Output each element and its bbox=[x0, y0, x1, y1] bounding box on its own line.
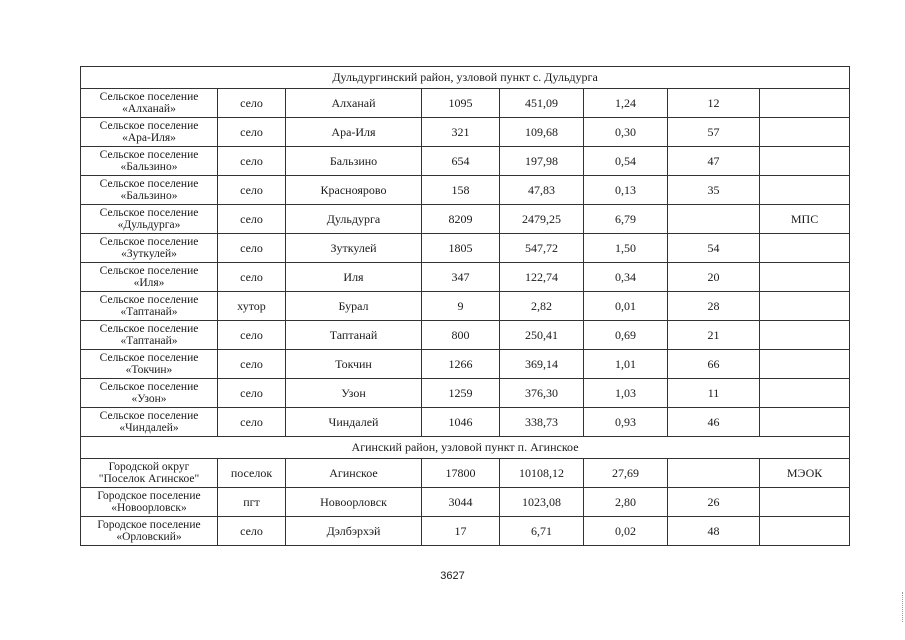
settlement-type-cell: село bbox=[218, 234, 286, 263]
share-cell: 0,02 bbox=[584, 517, 668, 546]
value-cell: 250,41 bbox=[500, 321, 584, 350]
category-cell bbox=[760, 234, 850, 263]
municipality-line: «Узон» bbox=[131, 393, 167, 405]
municipality-cell bbox=[81, 263, 218, 292]
section-title: Дульдургинский район, узловой пункт с. Дульдурга bbox=[81, 67, 850, 89]
municipality-line: Сельское поселение bbox=[99, 351, 199, 364]
settlements-table bbox=[80, 66, 850, 546]
municipality-line: «Таптанай» bbox=[120, 306, 178, 318]
population-cell: 17800 bbox=[422, 459, 500, 488]
value-cell: 122,74 bbox=[500, 263, 584, 292]
category-cell bbox=[760, 89, 850, 118]
table-row bbox=[81, 263, 850, 292]
category-cell bbox=[760, 350, 850, 379]
distance-cell: 21 bbox=[668, 321, 760, 350]
category-cell bbox=[760, 408, 850, 437]
settlement-type-cell: хутор bbox=[218, 292, 286, 321]
municipality-line: «Новоорловск» bbox=[111, 502, 187, 514]
settlement-type-cell: село bbox=[218, 176, 286, 205]
municipality-cell bbox=[81, 147, 218, 176]
share-cell: 1,03 bbox=[584, 379, 668, 408]
municipality-line: Городской округ bbox=[108, 460, 190, 473]
municipality-line: Сельское поселение bbox=[99, 148, 199, 161]
municipality-cell bbox=[81, 350, 218, 379]
value-cell: 10108,12 bbox=[500, 459, 584, 488]
settlement-type-cell: пгт bbox=[218, 488, 286, 517]
municipality-line: «Алханай» bbox=[122, 103, 176, 115]
population-cell: 800 bbox=[422, 321, 500, 350]
page-number: 3627 bbox=[440, 570, 465, 582]
settlement-type-cell: село bbox=[218, 89, 286, 118]
population-cell: 9 bbox=[422, 292, 500, 321]
value-cell: 376,30 bbox=[500, 379, 584, 408]
settlement-type-cell: село bbox=[218, 263, 286, 292]
share-cell: 1,50 bbox=[584, 234, 668, 263]
value-cell: 547,72 bbox=[500, 234, 584, 263]
municipality-cell bbox=[81, 118, 218, 147]
settlement-name-cell: Новоорловск bbox=[286, 488, 422, 517]
table-row bbox=[81, 459, 850, 488]
settlement-type-cell: село bbox=[218, 321, 286, 350]
share-cell: 1,01 bbox=[584, 350, 668, 379]
population-cell: 3044 bbox=[422, 488, 500, 517]
share-cell: 27,69 bbox=[584, 459, 668, 488]
value-cell: 369,14 bbox=[500, 350, 584, 379]
value-cell: 6,71 bbox=[500, 517, 584, 546]
table-row bbox=[81, 379, 850, 408]
settlement-name-cell: Ара-Иля bbox=[286, 118, 422, 147]
category-cell bbox=[760, 263, 850, 292]
table-row bbox=[81, 321, 850, 350]
table-row bbox=[81, 205, 850, 234]
population-cell: 347 bbox=[422, 263, 500, 292]
category-cell bbox=[760, 379, 850, 408]
settlement-name-cell: Иля bbox=[286, 263, 422, 292]
distance-cell: 46 bbox=[668, 408, 760, 437]
municipality-line: Сельское поселение bbox=[99, 322, 199, 335]
settlement-name-cell: Таптанай bbox=[286, 321, 422, 350]
municipality-line: «Таптанай» bbox=[120, 335, 178, 347]
share-cell: 0,30 bbox=[584, 118, 668, 147]
municipality-cell bbox=[81, 517, 218, 546]
share-cell: 0,13 bbox=[584, 176, 668, 205]
share-cell: 0,69 bbox=[584, 321, 668, 350]
population-cell: 158 bbox=[422, 176, 500, 205]
margin-dotted-line bbox=[902, 592, 904, 622]
municipality-cell bbox=[81, 408, 218, 437]
municipality-line: Городское поселение bbox=[97, 518, 201, 531]
distance-cell: 26 bbox=[668, 488, 760, 517]
distance-cell: 66 bbox=[668, 350, 760, 379]
distance-cell: 20 bbox=[668, 263, 760, 292]
municipality-line: Сельское поселение bbox=[99, 119, 199, 132]
municipality-line: «Чиндалей» bbox=[119, 422, 179, 434]
settlement-type-cell: село bbox=[218, 205, 286, 234]
settlement-name-cell: Алханай bbox=[286, 89, 422, 118]
municipality-line: Сельское поселение bbox=[99, 409, 199, 422]
table-row bbox=[81, 234, 850, 263]
table-row bbox=[81, 408, 850, 437]
distance-cell: 48 bbox=[668, 517, 760, 546]
municipality-line: «Ара-Иля» bbox=[122, 132, 176, 144]
municipality-line: «Дульдурга» bbox=[117, 219, 181, 231]
category-cell: МЭОК bbox=[760, 459, 850, 488]
distance-cell bbox=[668, 205, 760, 234]
settlement-type-cell: поселок bbox=[218, 459, 286, 488]
municipality-line: "Поселок Агинское" bbox=[98, 473, 200, 485]
settlement-type-cell: село bbox=[218, 118, 286, 147]
value-cell: 47,83 bbox=[500, 176, 584, 205]
population-cell: 1805 bbox=[422, 234, 500, 263]
municipality-cell bbox=[81, 176, 218, 205]
municipality-line: «Бальзино» bbox=[120, 190, 178, 202]
population-cell: 1046 bbox=[422, 408, 500, 437]
municipality-line: Сельское поселение bbox=[99, 293, 199, 306]
value-cell: 338,73 bbox=[500, 408, 584, 437]
settlement-type-cell: село bbox=[218, 408, 286, 437]
settlement-name-cell: Агинское bbox=[286, 459, 422, 488]
settlement-type-cell: село bbox=[218, 350, 286, 379]
share-cell: 0,54 bbox=[584, 147, 668, 176]
municipality-line: Сельское поселение bbox=[99, 206, 199, 219]
value-cell: 197,98 bbox=[500, 147, 584, 176]
value-cell: 451,09 bbox=[500, 89, 584, 118]
table-row bbox=[81, 147, 850, 176]
value-cell: 1023,08 bbox=[500, 488, 584, 517]
table-row bbox=[81, 89, 850, 118]
category-cell bbox=[760, 118, 850, 147]
table-row bbox=[81, 350, 850, 379]
municipality-line: «Токчин» bbox=[125, 364, 173, 376]
settlement-name-cell: Бальзино bbox=[286, 147, 422, 176]
share-cell: 0,34 bbox=[584, 263, 668, 292]
section-title: Агинский район, узловой пункт п. Агинское bbox=[81, 437, 850, 459]
population-cell: 1266 bbox=[422, 350, 500, 379]
table-row bbox=[81, 488, 850, 517]
settlement-name-cell: Узон bbox=[286, 379, 422, 408]
municipality-line: «Иля» bbox=[133, 277, 165, 289]
settlement-name-cell: Бурал bbox=[286, 292, 422, 321]
table-row bbox=[81, 517, 850, 546]
share-cell: 6,79 bbox=[584, 205, 668, 234]
municipality-line: «Зуткулей» bbox=[121, 248, 177, 260]
municipality-line: Сельское поселение bbox=[99, 90, 199, 103]
municipality-line: Сельское поселение bbox=[99, 264, 199, 277]
category-cell bbox=[760, 147, 850, 176]
settlement-name-cell: Дульдурга bbox=[286, 205, 422, 234]
municipality-cell bbox=[81, 292, 218, 321]
municipality-cell bbox=[81, 459, 218, 488]
value-cell: 109,68 bbox=[500, 118, 584, 147]
table-row bbox=[81, 118, 850, 147]
population-cell: 1095 bbox=[422, 89, 500, 118]
table-row bbox=[81, 292, 850, 321]
category-cell bbox=[760, 517, 850, 546]
category-cell bbox=[760, 292, 850, 321]
municipality-line: «Бальзино» bbox=[120, 161, 178, 173]
settlement-type-cell: село bbox=[218, 517, 286, 546]
category-cell bbox=[760, 488, 850, 517]
section-header-row bbox=[81, 67, 850, 89]
share-cell: 0,93 bbox=[584, 408, 668, 437]
distance-cell: 11 bbox=[668, 379, 760, 408]
section-header-row bbox=[81, 437, 850, 459]
municipality-line: Городское поселение bbox=[97, 489, 201, 502]
share-cell: 0,01 bbox=[584, 292, 668, 321]
municipality-cell bbox=[81, 234, 218, 263]
distance-cell: 57 bbox=[668, 118, 760, 147]
municipality-cell bbox=[81, 321, 218, 350]
settlement-name-cell: Токчин bbox=[286, 350, 422, 379]
population-cell: 1259 bbox=[422, 379, 500, 408]
category-cell bbox=[760, 321, 850, 350]
population-cell: 17 bbox=[422, 517, 500, 546]
category-cell: МПС bbox=[760, 205, 850, 234]
population-cell: 321 bbox=[422, 118, 500, 147]
value-cell: 2479,25 bbox=[500, 205, 584, 234]
municipality-cell bbox=[81, 379, 218, 408]
distance-cell: 47 bbox=[668, 147, 760, 176]
municipality-cell bbox=[81, 205, 218, 234]
municipality-line: «Орловский» bbox=[116, 531, 182, 543]
distance-cell: 35 bbox=[668, 176, 760, 205]
settlement-type-cell: село bbox=[218, 147, 286, 176]
settlement-name-cell: Дэлбэрхэй bbox=[286, 517, 422, 546]
population-cell: 8209 bbox=[422, 205, 500, 234]
municipality-line: Сельское поселение bbox=[99, 380, 199, 393]
population-cell: 654 bbox=[422, 147, 500, 176]
table-row bbox=[81, 176, 850, 205]
settlement-type-cell: село bbox=[218, 379, 286, 408]
distance-cell: 12 bbox=[668, 89, 760, 118]
value-cell: 2,82 bbox=[500, 292, 584, 321]
distance-cell: 54 bbox=[668, 234, 760, 263]
distance-cell bbox=[668, 459, 760, 488]
share-cell: 1,24 bbox=[584, 89, 668, 118]
municipality-cell bbox=[81, 488, 218, 517]
category-cell bbox=[760, 176, 850, 205]
settlement-name-cell: Зуткулей bbox=[286, 234, 422, 263]
distance-cell: 28 bbox=[668, 292, 760, 321]
municipality-line: Сельское поселение bbox=[99, 177, 199, 190]
municipality-cell bbox=[81, 89, 218, 118]
settlement-name-cell: Красноярово bbox=[286, 176, 422, 205]
share-cell: 2,80 bbox=[584, 488, 668, 517]
municipality-line: Сельское поселение bbox=[99, 235, 199, 248]
settlement-name-cell: Чиндалей bbox=[286, 408, 422, 437]
